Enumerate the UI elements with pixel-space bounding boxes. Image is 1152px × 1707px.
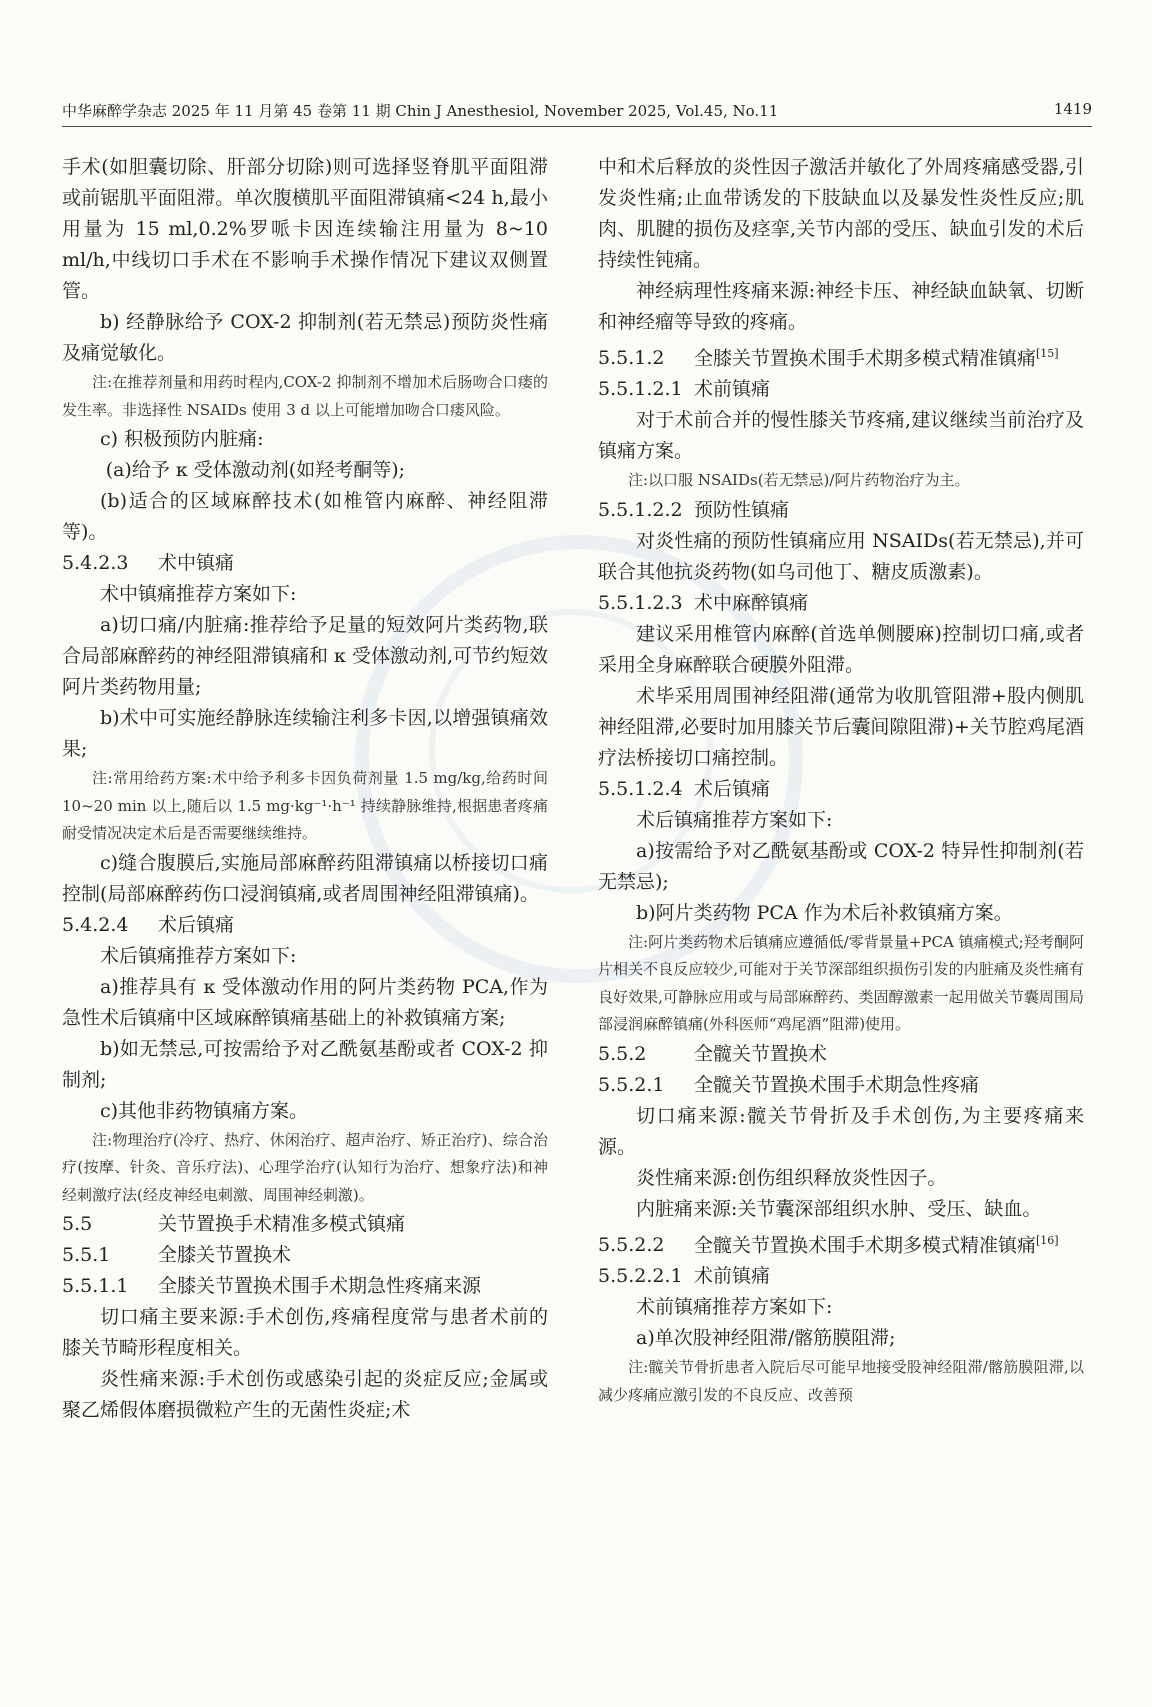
body-paragraph: 内脏痛来源:关节囊深部组织水肿、受压、缺血。 <box>636 1197 1042 1220</box>
body-paragraph: 术毕采用周围神经阻滞(通常为收肌管阻滞+股内侧肌神经阻滞,必要时加用膝关节后囊间隙阻滞)+关节腔鸡尾酒疗法桥接切口痛控制。 <box>598 684 1084 769</box>
section-number: 5.5.1.2.1 <box>598 378 683 401</box>
section-title: 术前镇痛 <box>694 378 771 401</box>
section-title: 预防性镇痛 <box>694 498 790 521</box>
section-heading <box>598 338 1084 374</box>
body-paragraph: a)切口痛/内脏痛:推荐给予足量的短效阿片类药物,联合局部麻醉药的神经阻滞镇痛和 κ 受体激动剂,可节约短效阿片类药物用量; <box>62 614 548 698</box>
section-number: 5.5.2.2 <box>598 1234 665 1257</box>
section-heading <box>598 1039 1084 1070</box>
section-number: 5.5.1.2.4 <box>598 777 683 800</box>
section-heading <box>598 1261 1084 1292</box>
section-title: 全膝关节置换术围手术期多模式精准镇痛 <box>694 347 1037 370</box>
reference-marker: [16] <box>1036 1233 1059 1247</box>
page-number: 1419 <box>1053 100 1092 118</box>
body-paragraph: 对于术前合并的慢性膝关节疼痛,建议继续当前治疗及镇痛方案。 <box>598 409 1084 463</box>
section-heading <box>598 1225 1084 1261</box>
section-heading <box>62 1209 548 1240</box>
section-number: 5.5.1 <box>62 1244 111 1266</box>
body-paragraph: 中和术后释放的炎性因子激活并敏化了外周疼痛感受器,引发炎性痛;止血带诱发的下肢缺血以及暴发性炎性反应;肌肉、肌腱的损伤及痉挛,关节内部的受压、缺血引发的术后持续性钝痛。 <box>598 156 1084 271</box>
section-title: 术中镇痛 <box>158 552 235 574</box>
section-title: 术后镇痛 <box>694 777 771 800</box>
body-paragraph: 对炎性痛的预防性镇痛应用 NSAIDs(若无禁忌),并可联合其他抗炎药物(如乌司他丁、糖皮质激素)。 <box>598 529 1084 583</box>
journal-citation: 中华麻醉学杂志 2025 年 11 月第 45 卷第 11 期 Chin J Anesthesiol, November 2025, Vol.45, No.11 <box>62 102 779 120</box>
section-heading <box>598 774 1084 805</box>
section-heading <box>62 1271 548 1302</box>
note-paragraph: 注:以口服 NSAIDs(若无禁忌)/阿片药物治疗为主。 <box>628 471 970 490</box>
body-paragraph: c)缝合腹膜后,实施局部麻醉药阻滞镇痛以桥接切口痛控制(局部麻醉药伤口浸润镇痛,或者周围神经阻滞镇痛)。 <box>62 851 548 905</box>
right-column <box>598 152 1084 1652</box>
body-paragraph: 炎性痛来源:创伤组织释放炎性因子。 <box>636 1166 947 1189</box>
body-paragraph: a)单次股神经阻滞/髂筋膜阻滞; <box>636 1327 896 1350</box>
section-title: 术前镇痛 <box>694 1265 771 1288</box>
reference-marker: [15] <box>1036 347 1059 360</box>
body-paragraph: b)术中可实施经静脉连续输注利多卡因,以增强镇痛效果; <box>62 707 548 760</box>
section-number: 5.5.1.1 <box>62 1275 129 1297</box>
body-paragraph: c)其他非药物镇痛方案。 <box>100 1099 309 1122</box>
section-heading <box>598 495 1084 526</box>
body-paragraph: c) 积极预防内脏痛: <box>100 428 264 450</box>
body-paragraph: 切口痛来源:髋关节骨折及手术创伤,为主要疼痛来源。 <box>598 1104 1084 1158</box>
section-number: 5.4.2.3 <box>62 552 129 574</box>
section-number: 5.5.2 <box>598 1042 647 1065</box>
section-title: 全膝关节置换术围手术期急性疼痛来源 <box>158 1275 482 1297</box>
section-number: 5.5.1.2.3 <box>598 591 683 614</box>
body-paragraph: 术前镇痛推荐方案如下: <box>636 1296 833 1319</box>
note-paragraph: 注:阿片类药物术后镇痛应遵循低/零背景量+PCA 镇痛模式;羟考酮阿片相关不良反应较少,可能对于关节深部组织损伤引发的内脏痛及炎性痛有良好效果,可静脉应用或与局部麻醉药、类固醇激素一起用做关节囊周围局部浸润麻醉镇痛(外科医师“鸡尾酒”阻滞)使用。 <box>598 932 1084 1034</box>
note-paragraph: 注:在推荐剂量和用药时程内,COX-2 抑制剂不增加术后肠吻合口瘘的发生率。非选择性 NSAIDs 使用 3 d 以上可能增加吻合口瘘风险。 <box>62 373 548 419</box>
section-title: 全髋关节置换术围手术期多模式精准镇痛 <box>694 1234 1037 1257</box>
body-paragraph: b)如无禁忌,可按需给予对乙酰氨基酚或者 COX-2 抑制剂; <box>62 1037 548 1091</box>
section-title: 全髋关节置换术 <box>694 1042 828 1065</box>
section-heading <box>598 1070 1084 1101</box>
section-heading <box>62 910 548 941</box>
section-number: 5.5.2.2.1 <box>598 1265 683 1288</box>
list-subitem: (a)给予 κ 受体激动剂(如羟考酮等); <box>105 459 406 481</box>
section-title: 关节置换手术精准多模式镇痛 <box>158 1213 406 1235</box>
section-heading <box>62 548 548 579</box>
section-heading <box>598 588 1084 619</box>
body-paragraph: 切口痛主要来源:手术创伤,疼痛程度常与患者术前的膝关节畸形程度相关。 <box>62 1306 548 1359</box>
body-paragraph: 炎性痛来源:手术创伤或感染引起的炎症反应;金属或聚乙烯假体磨损微粒产生的无菌性炎症;术 <box>62 1368 548 1421</box>
body-paragraph: (b)适合的区域麻醉技术(如椎管内麻醉、神经阻滞等)。 <box>62 490 548 543</box>
section-title: 术后镇痛 <box>158 913 235 936</box>
body-paragraph: 建议采用椎管内麻醉(首选单侧腰麻)控制切口痛,或者采用全身麻醉联合硬膜外阻滞。 <box>598 622 1084 676</box>
note-paragraph: 注:髋关节骨折患者入院后尽可能早地接受股神经阻滞/髂筋膜阻滞,以减少疼痛应激引发的不良反应、改善预 <box>598 1358 1084 1404</box>
left-column <box>62 152 548 1652</box>
section-number: 5.5 <box>62 1213 93 1235</box>
section-title: 全膝关节置换术 <box>158 1244 292 1266</box>
running-header <box>62 100 1092 128</box>
body-paragraph: 术后镇痛推荐方案如下: <box>636 808 833 831</box>
body-paragraph: a)按需给予对乙酰氨基酚或 COX-2 特异性抑制剂(若无禁忌); <box>598 839 1084 893</box>
body-paragraph: b)阿片类药物 PCA 作为术后补救镇痛方案。 <box>636 901 1013 924</box>
body-paragraph: 手术(如胆囊切除、肝部分切除)则可选择竖脊肌平面阻滞或前锯肌平面阻滞。单次腹横肌平面阻滞镇痛<24 h,最小用量为 15 ml,0.2%罗哌卡因连续输注用量为 8~10 ml/h,中线切口手术在不影响手术操作情况下建议双侧置管。 <box>62 156 548 302</box>
section-number: 5.5.1.2 <box>598 347 665 370</box>
body-paragraph: 术后镇痛推荐方案如下: <box>100 944 297 967</box>
note-paragraph: 注:物理治疗(冷疗、热疗、休闲治疗、超声治疗、矫正治疗)、综合治疗(按摩、针灸、音乐疗法)、心理学治疗(认知行为治疗、想象疗法)和神经刺激疗法(经皮神经电刺激、周围神经刺激)。 <box>62 1130 548 1204</box>
section-heading <box>598 374 1084 405</box>
section-title: 术中麻醉镇痛 <box>694 591 809 614</box>
body-paragraph: b) 经静脉给予 COX-2 抑制剂(若无禁忌)预防炎性痛及痛觉敏化。 <box>62 311 548 364</box>
body-paragraph: 神经病理性疼痛来源:神经卡压、神经缺血缺氧、切断和神经瘤等导致的疼痛。 <box>598 280 1084 333</box>
section-heading <box>62 1240 548 1271</box>
body-paragraph: a)推荐具有 κ 受体激动作用的阿片类药物 PCA,作为急性术后镇痛中区域麻醉镇痛基础上的补救镇痛方案; <box>62 975 548 1029</box>
body-paragraph: 术中镇痛推荐方案如下: <box>100 583 297 605</box>
header-rule <box>62 126 1092 127</box>
section-number: 5.5.1.2.2 <box>598 498 683 521</box>
note-paragraph: 注:常用给药方案:术中给予利多卡因负荷剂量 1.5 mg/kg,给药时间 10~20 min 以上,随后以 1.5 mg·kg⁻¹·h⁻¹ 持续静脉维持,根据患者疼痛耐受情况决定术后是否需要继续维持。 <box>62 769 548 842</box>
section-number: 5.4.2.4 <box>62 913 129 936</box>
section-number: 5.5.2.1 <box>598 1073 665 1096</box>
section-title: 全髋关节置换术围手术期急性疼痛 <box>694 1073 980 1096</box>
